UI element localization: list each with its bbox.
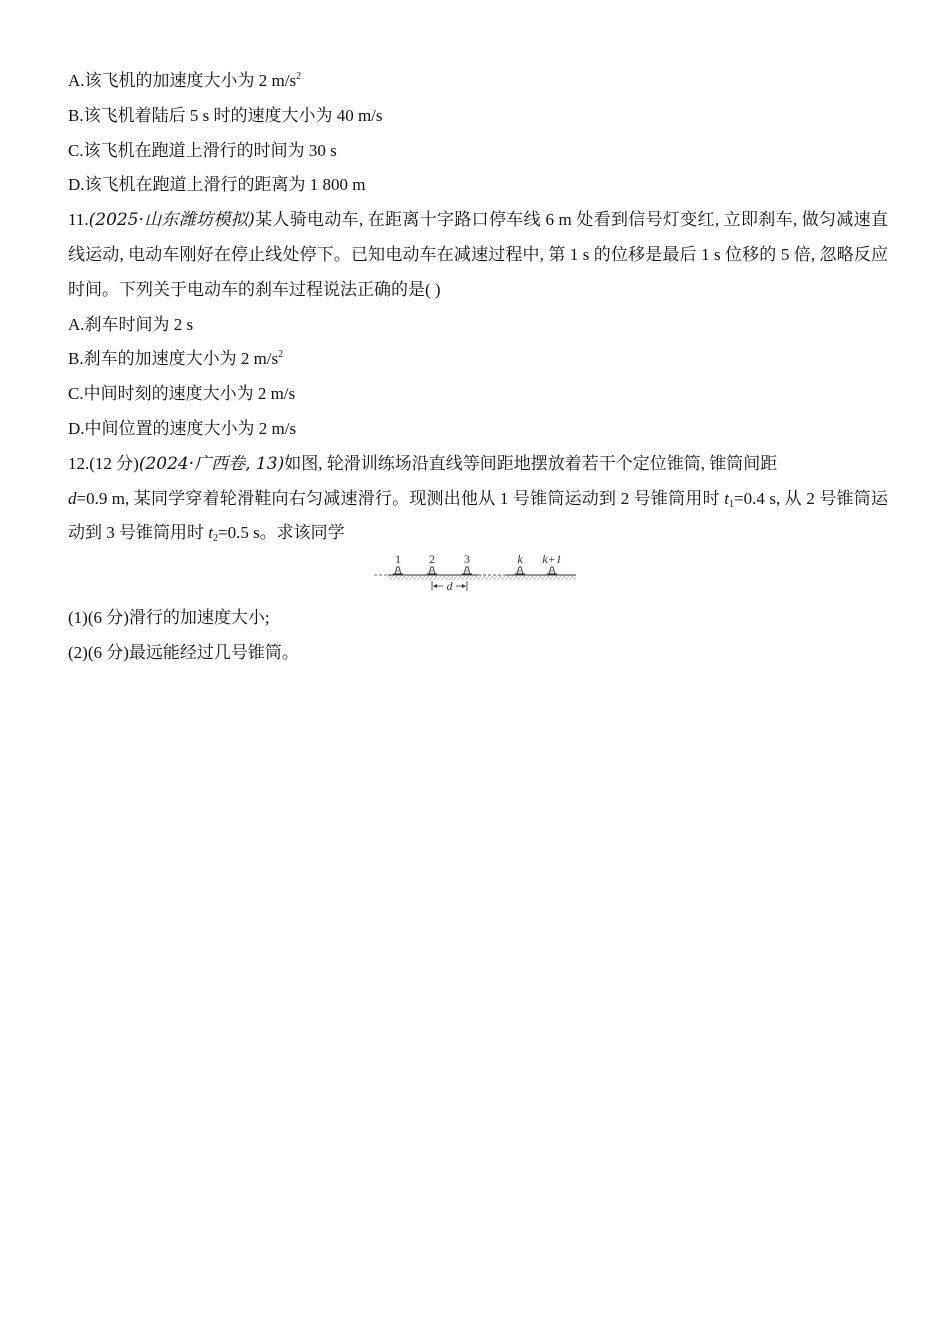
- cone-track-diagram: [368, 553, 588, 601]
- cone-label-k-plus-1: k+1: [542, 553, 562, 567]
- cone-2: [427, 567, 437, 574]
- q10-options: [68, 64, 888, 203]
- q12-stem: 12.(12 分)(2024·广西卷, 13)如图, 轮滑训练场沿直线等间距地摆放着若干个定位锥筒, 锥筒间距 d=0.9 m, 某同学穿着轮滑鞋向右匀减速滑行。现测出他从 1 号锥筒运动到 2 号锥筒用时 $t_1=0.4$ s, 从 2 号锥筒运动到 3 号锥筒用时 $t_2=0.5$ s。求该同学: [68, 453, 889, 545]
- cone-k-plus-1: [547, 567, 557, 574]
- q11-source: (2025·山东潍坊模拟): [88, 210, 255, 231]
- cone-track-figure: [68, 551, 888, 601]
- cone-3: [462, 567, 472, 574]
- q10-option-a: A.该飞机的加速度大小为 2 $m/s^2$: [68, 71, 302, 90]
- dim-label-d: d: [446, 579, 453, 594]
- cone-label-2: 2: [429, 553, 435, 567]
- q10-option-b: B.该飞机着陆后 5 s 时的速度大小为 40 m/s: [68, 105, 383, 125]
- cone-label-1: 1: [395, 553, 401, 567]
- q12-source: (2024·广西卷, 13): [138, 453, 285, 474]
- q12-subquestion-1: (1)(6 分)滑行的加速度大小;: [68, 608, 270, 628]
- cone-1: [393, 567, 403, 574]
- q11-options: [68, 308, 888, 447]
- q11-option-d: D.中间位置的速度大小为 2 m/s: [68, 418, 297, 438]
- document-page: [68, 64, 888, 671]
- q10-option-c: C.该飞机在跑道上滑行的时间为 30 s: [68, 140, 337, 160]
- q11-option-c: C.中间时刻的速度大小为 2 m/s: [68, 384, 296, 404]
- q12-subquestion-2: (2)(6 分)最远能经过几号锥筒。: [68, 642, 299, 662]
- q11-stem: 11.(2025·山东潍坊模拟)某人骑电动车, 在距离十字路口停车线 6 m 处看到信号灯变红, 立即刹车, 做匀减速直线运动, 电动车刚好在停止线处停下。已知电动车在减速过程中, 第 1 s 的位移是最后 1 s 位移的 5 倍, 忽略反应时间。下列关于电动车的刹车过程说法正确的是( ): [68, 210, 888, 299]
- cone-label-3: 3: [464, 553, 470, 567]
- q10-option-d: D.该飞机在跑道上滑行的距离为 1 800 m: [68, 175, 366, 195]
- cone-label-k: k: [517, 553, 523, 567]
- cone-k: [515, 567, 525, 574]
- ground-hatching: [388, 575, 576, 580]
- q11-option-a: A.刹车时间为 2 s: [68, 314, 194, 334]
- q11-option-b: B.刹车的加速度大小为 2 $m/s^2$: [68, 349, 284, 369]
